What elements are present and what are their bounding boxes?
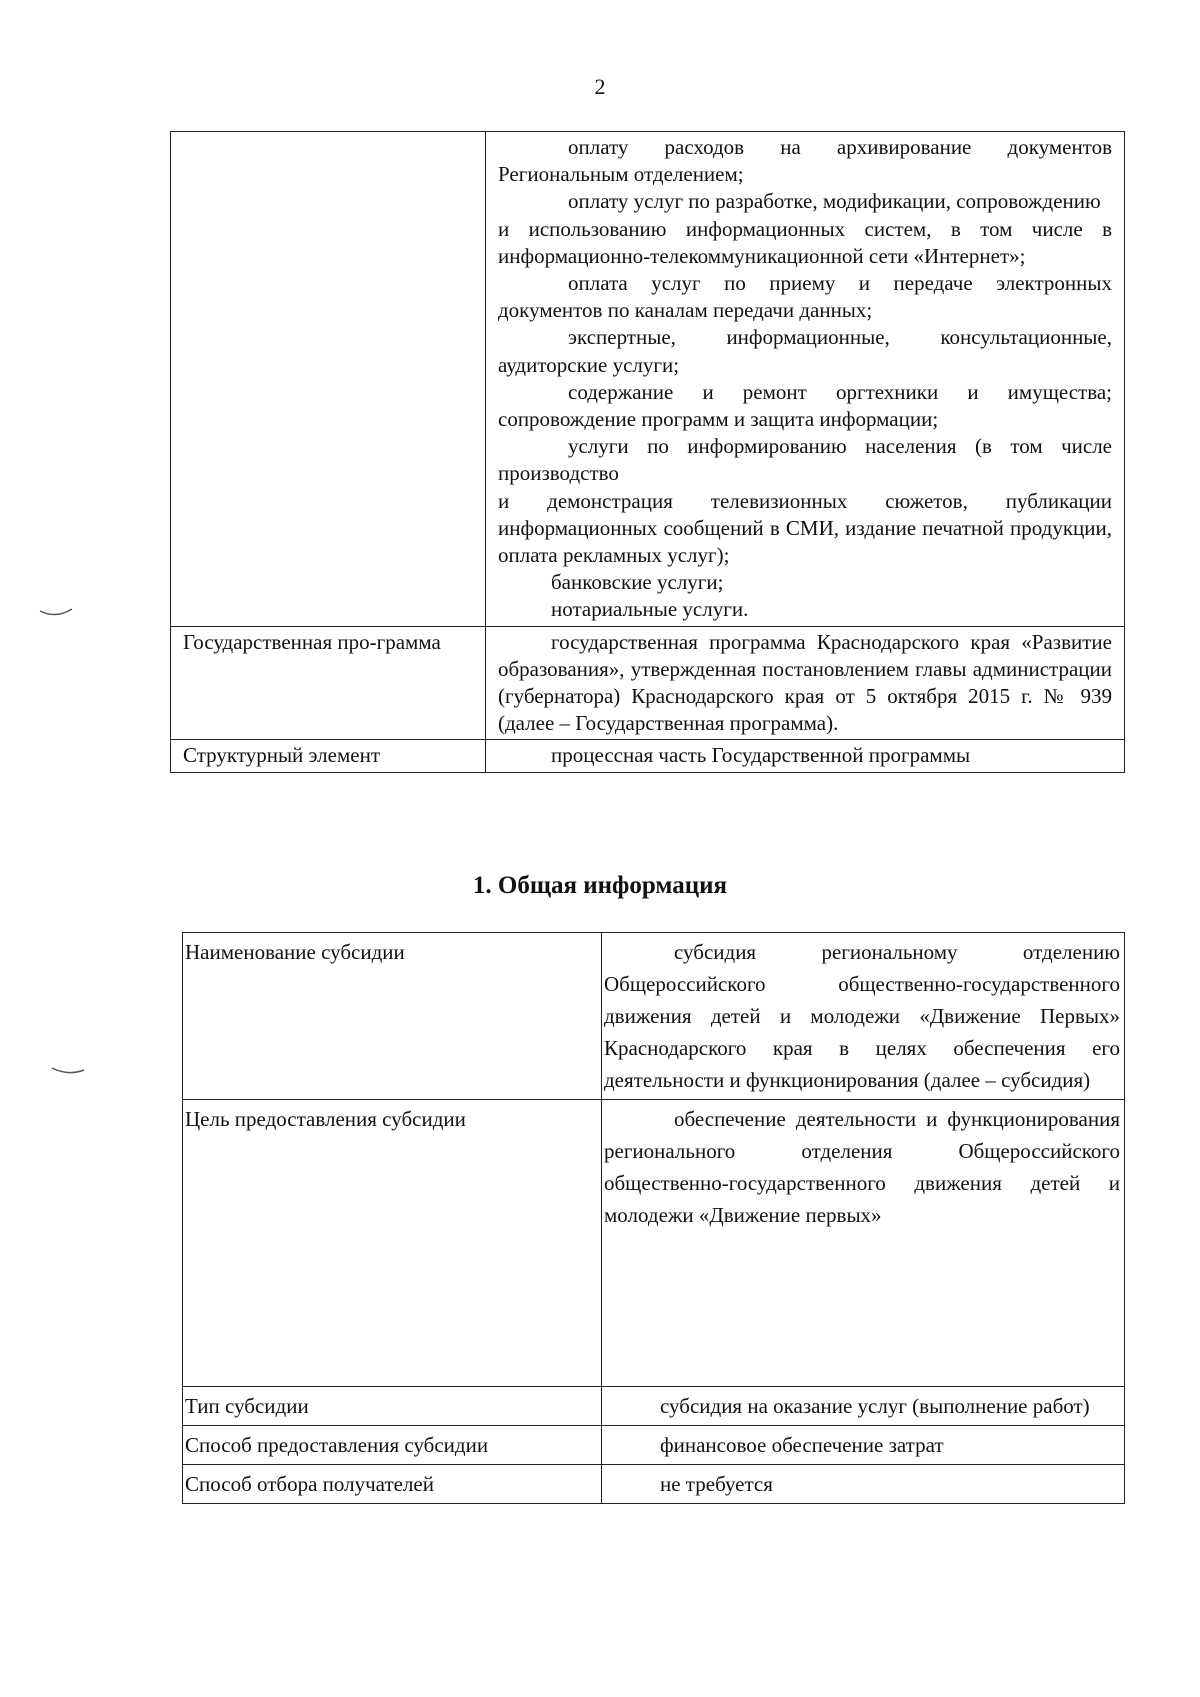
- cell-text: государственная программа Краснодарского края «Развитие образования», утвержденная постановлением главы администрации (губернатора) Краснодарского края от 5 октября 2015 г. № 939 (далее – Государственная программа).: [498, 629, 1112, 736]
- table-cell-value: [602, 1100, 1125, 1387]
- table-cell-key: Наименование субсидии: [183, 933, 602, 1100]
- table-cell-value: [486, 626, 1125, 740]
- table-cell-key: Способ предоставления субсидии: [183, 1426, 602, 1465]
- table-row: [171, 740, 1125, 772]
- table-cell-value: субсидия на оказание услуг (выполнение работ): [602, 1387, 1125, 1426]
- table-cell-key: Тип субсидии: [183, 1387, 602, 1426]
- table-cell-key: Способ отбора получателей: [183, 1465, 602, 1504]
- table-row: [171, 626, 1125, 740]
- page-number: 2: [594, 74, 606, 99]
- list-item: нотариальные услуги.: [551, 597, 749, 622]
- table-row: [183, 933, 1125, 1100]
- section-title: 1. Общая информация: [472, 872, 728, 899]
- table-row: [183, 1100, 1125, 1387]
- list-item: оплату услуг по разработке, модификации, сопровождению: [568, 189, 1101, 214]
- scan-mark-1: [38, 605, 78, 619]
- list-item: и демонстрация телевизионных сюжетов, публикации информационных сообщений в СМИ, издание печатной продукции, оплата рекламных услуг);: [498, 488, 1112, 568]
- scan-mark-2: [50, 1064, 90, 1078]
- table-cell-value: [486, 132, 1125, 627]
- list-item: услуги по информированию населения (в том числе производство: [498, 434, 1112, 486]
- table-top: [170, 131, 1125, 773]
- list-item: оплата услуг по приему и передаче электронных документов по каналам передачи данных;: [498, 271, 1112, 323]
- table-cell-value: [486, 740, 1125, 772]
- table-row: [183, 1387, 1125, 1426]
- table-cell-value: не требуется: [602, 1465, 1125, 1504]
- list-item: банковские услуги;: [551, 570, 724, 595]
- table-general-info: [182, 932, 1125, 1504]
- list-item: и использованию информационных систем, в том числе в информационно-телекоммуникационной сети «Интернет»;: [498, 216, 1112, 268]
- table-cell-value: финансовое обеспечение затрат: [602, 1426, 1125, 1465]
- table-cell-value: [602, 933, 1125, 1100]
- list-item: содержание и ремонт оргтехники и имущества; сопровождение программ и защита информации;: [498, 379, 1112, 432]
- table-row: [183, 1465, 1125, 1504]
- list-item: оплату расходов на архивирование документов Региональным отделением;: [498, 135, 1112, 187]
- table-cell-key: Цель предоставления субсидии: [183, 1100, 602, 1387]
- table-cell-key: [171, 132, 486, 627]
- list-item: экспертные, информационные, консультационные, аудиторские услуги;: [498, 325, 1112, 377]
- cell-text: процессная часть Государственной программы: [551, 743, 971, 768]
- table-cell-key: Структурный элемент: [171, 740, 486, 772]
- cell-text: субсидия региональному отделению Общероссийского общественно-государственного движения детей и молодежи «Движение Первых» Краснодарского края в целях обеспечения его деятельности и функционирования (далее – субсидия): [604, 940, 1120, 1092]
- table-cell-key: Государственная про-грамма: [171, 626, 486, 740]
- table-row: [171, 132, 1125, 627]
- cell-text: обеспечение деятельности и функционирования регионального отделения Общероссийского общественно-государственного движения детей и молодежи «Движение первых»: [604, 1107, 1120, 1227]
- table-row: [183, 1426, 1125, 1465]
